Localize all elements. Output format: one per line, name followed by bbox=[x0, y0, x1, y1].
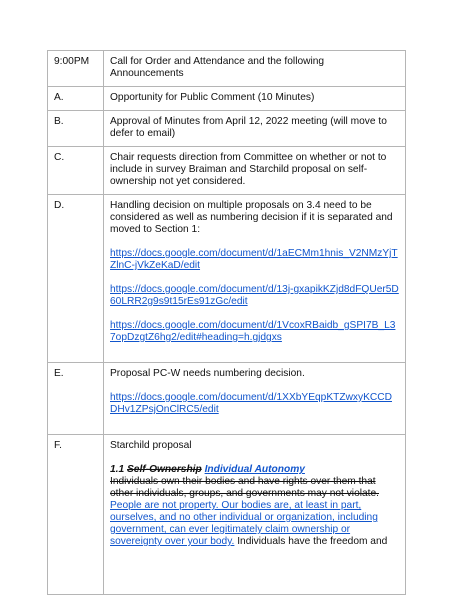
table-row bbox=[48, 51, 406, 87]
section-heading bbox=[110, 464, 399, 476]
row-content bbox=[104, 435, 406, 595]
row-label: B. bbox=[48, 111, 104, 147]
agenda-table bbox=[47, 50, 406, 595]
struck-title: Self-Ownership bbox=[127, 464, 202, 475]
row-label: C. bbox=[48, 147, 104, 195]
row-content bbox=[104, 195, 406, 363]
row-label: D. bbox=[48, 195, 104, 363]
table-row bbox=[48, 87, 406, 111]
row-text: Chair requests direction from Committee on whether or not to include in survey Braiman and Starchild proposal on self-ownership not yet considered. bbox=[104, 147, 406, 195]
row-content bbox=[104, 363, 406, 435]
doc-link[interactable]: https://docs.google.com/document/d/1XXbYEqpKTZwxyKCCDDHv1ZPsjOnClRC5/edit bbox=[110, 392, 392, 415]
doc-link[interactable]: https://docs.google.com/document/d/13j-gxapikKZjd8dFQUer5D60LRR2g9s9t15rEs91zGc/edit bbox=[110, 284, 399, 307]
table-row bbox=[48, 111, 406, 147]
doc-link[interactable]: https://docs.google.com/document/d/1VcoxRBaidb_gSPI7B_L37opDzgtZ6hg2/edit#heading=h.gjdgxs bbox=[110, 320, 396, 343]
struck-text: Individuals own their bodies and have rights over them that other individuals, groups, and governments may not violate. bbox=[110, 476, 379, 499]
row-label: F. bbox=[48, 435, 104, 595]
row-text: Opportunity for Public Comment (10 Minutes) bbox=[104, 87, 406, 111]
row-text: Call for Order and Attendance and the following Announcements bbox=[104, 51, 406, 87]
table-row bbox=[48, 195, 406, 363]
row-label: E. bbox=[48, 363, 104, 435]
row-text: Starchild proposal bbox=[110, 440, 192, 451]
row-text: Proposal PC-W needs numbering decision. bbox=[110, 368, 305, 379]
table-row bbox=[48, 363, 406, 435]
doc-link[interactable]: https://docs.google.com/document/d/1aECMm1hnis_V2NMzYjTZlnC-jVkZeKaD/edit bbox=[110, 248, 398, 271]
trailing-text: Individuals have the freedom and bbox=[234, 536, 388, 547]
section-body bbox=[110, 476, 399, 548]
row-label: 9:00PM bbox=[48, 51, 104, 87]
row-text: Handling decision on multiple proposals on 3.4 need to be considered as well as numbering decision if it is separated and moved to Section 1: bbox=[110, 200, 393, 235]
section-number: 1.1 bbox=[110, 464, 127, 475]
table-row bbox=[48, 147, 406, 195]
table-row bbox=[48, 435, 406, 595]
inserted-title: Individual Autonomy bbox=[204, 464, 305, 475]
row-text: Approval of Minutes from April 12, 2022 meeting (will move to defer to email) bbox=[104, 111, 406, 147]
row-label: A. bbox=[48, 87, 104, 111]
inserted-text: People are not property. Our bodies are, at least in part, ourselves, and no other individual or organization, including government, can ever legitimately claim ownership or sovereignty over your body. bbox=[110, 500, 378, 547]
